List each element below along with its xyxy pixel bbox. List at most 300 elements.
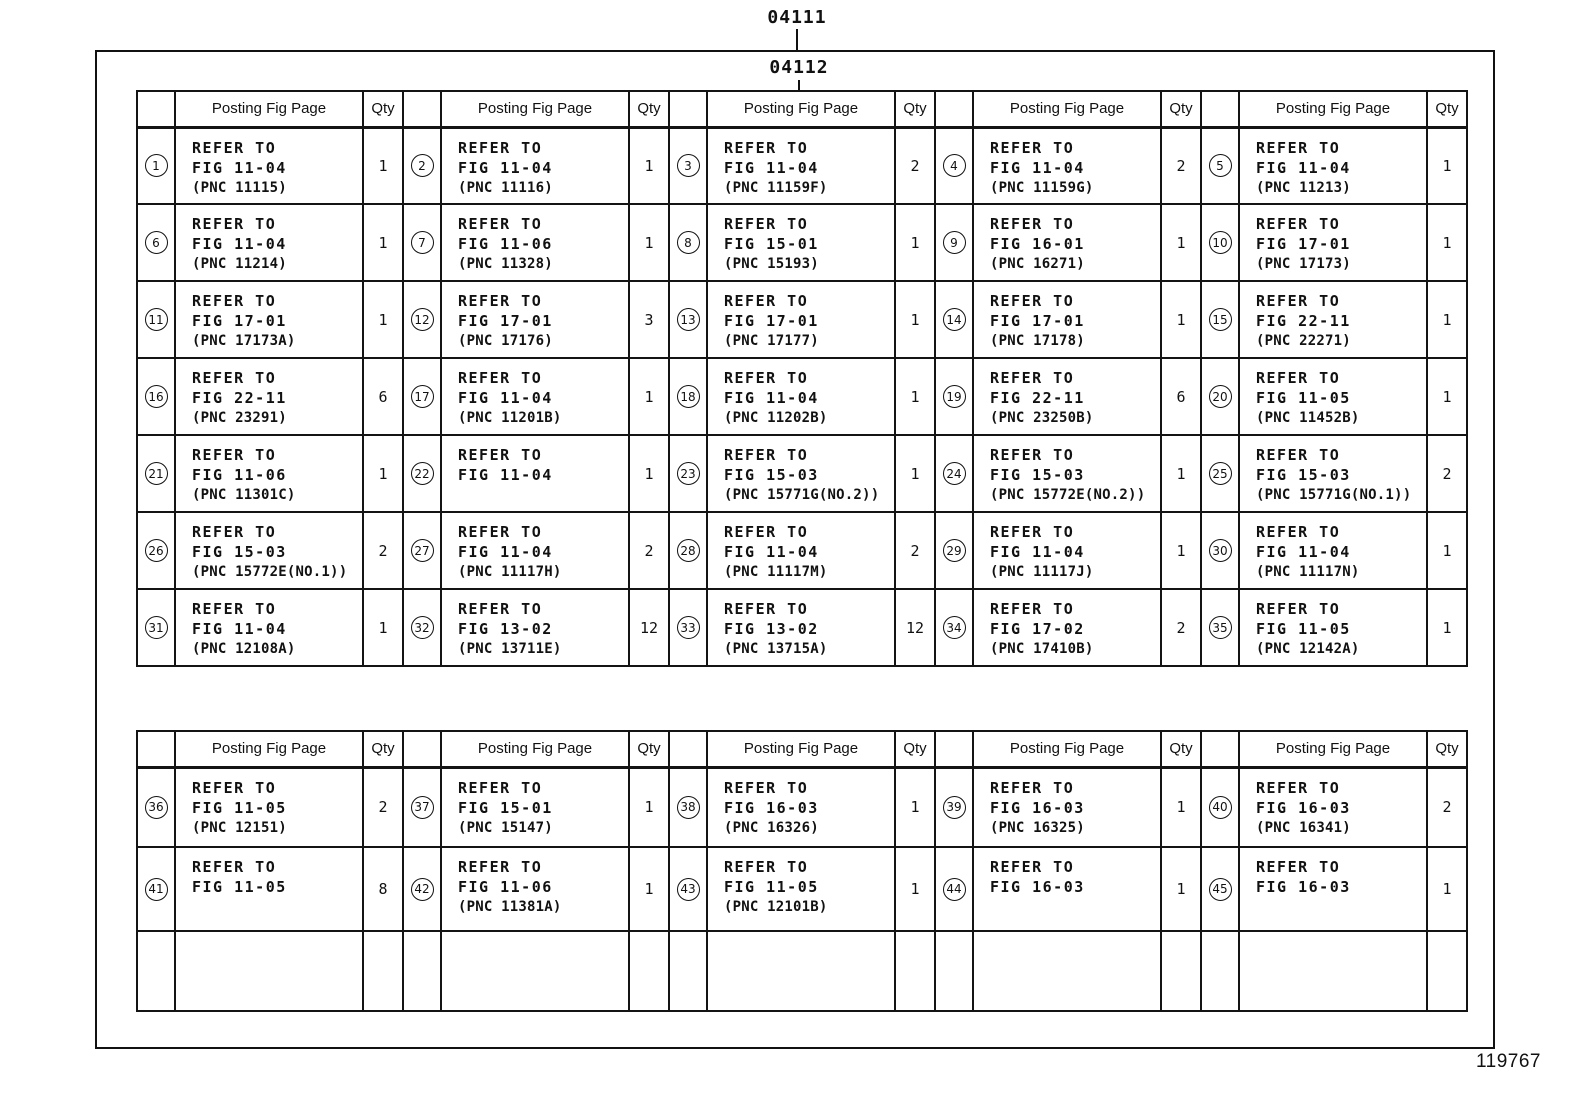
posting-fig-page-header: Posting Fig Page <box>973 91 1161 127</box>
item-number-badge: 37 <box>411 796 434 819</box>
qty-cell: 1 <box>629 847 669 931</box>
blank-header-cell <box>669 731 707 767</box>
qty-cell: 1 <box>629 358 669 435</box>
item-number-badge: 26 <box>145 539 168 562</box>
item-number-cell <box>403 358 441 435</box>
fig-reference-cell <box>707 767 895 847</box>
fig-line: FIG 17-01 <box>1256 235 1351 253</box>
item-number-badge: 11 <box>145 308 168 331</box>
fig-reference-cell <box>441 127 629 204</box>
pnc-line: (PNC 11452B) <box>1256 410 1360 426</box>
refer-to-line: REFER TO <box>1256 858 1341 876</box>
fig-reference-cell <box>441 204 629 281</box>
item-number-badge: 1 <box>145 154 168 177</box>
item-number-badge: 28 <box>677 539 700 562</box>
item-number-badge: 34 <box>943 616 966 639</box>
refer-to-line: REFER TO <box>1256 523 1341 541</box>
pnc-line: (PNC 16271) <box>990 256 1085 272</box>
item-number-cell <box>1201 127 1239 204</box>
fig-line: FIG 13-02 <box>724 620 819 638</box>
table-row <box>137 847 1467 931</box>
item-number-badge: 27 <box>411 539 434 562</box>
refer-to-line: REFER TO <box>458 446 543 464</box>
item-number-cell <box>1201 931 1239 1011</box>
refer-to-line: REFER TO <box>990 778 1075 797</box>
refer-to-line: REFER TO <box>1256 292 1341 310</box>
item-number-cell <box>669 204 707 281</box>
pnc-line: (PNC 17173A) <box>192 333 296 349</box>
fig-line: FIG 16-03 <box>990 878 1085 896</box>
fig-line: FIG 17-02 <box>990 620 1085 638</box>
qty-cell: 2 <box>1161 127 1201 204</box>
qty-cell: 6 <box>363 358 403 435</box>
fig-reference-cell <box>441 589 629 666</box>
item-number-badge: 7 <box>411 231 434 254</box>
blank-header-cell <box>1201 91 1239 127</box>
item-number-badge: 5 <box>1209 154 1232 177</box>
refer-to-line: REFER TO <box>724 369 809 387</box>
pnc-line: (PNC 11116) <box>458 179 553 196</box>
sheet-number: 119767 <box>1476 1051 1541 1072</box>
table-row <box>137 589 1467 666</box>
fig-reference-cell <box>175 127 363 204</box>
qty-header: Qty <box>895 91 935 127</box>
qty-header: Qty <box>1161 731 1201 767</box>
item-number-badge: 44 <box>943 878 966 901</box>
item-number-badge: 22 <box>411 462 434 485</box>
refer-to-line: REFER TO <box>990 138 1075 157</box>
fig-line: FIG 16-03 <box>1256 878 1351 896</box>
qty-cell: 3 <box>629 281 669 358</box>
item-number-badge: 41 <box>145 878 168 901</box>
pnc-line: (PNC 17178) <box>990 333 1085 349</box>
pnc-line: (PNC 11214) <box>192 256 287 272</box>
qty-cell: 1 <box>1161 281 1201 358</box>
qty-cell: 12 <box>895 589 935 666</box>
blank-header-cell <box>403 91 441 127</box>
refer-to-line: REFER TO <box>1256 369 1341 387</box>
pnc-line: (PNC 13711E) <box>458 641 562 657</box>
fig-line: FIG 16-03 <box>990 798 1085 817</box>
qty-header: Qty <box>363 91 403 127</box>
qty-cell: 2 <box>1427 767 1467 847</box>
fig-line: FIG 17-01 <box>192 312 287 330</box>
table-row <box>137 281 1467 358</box>
plate-code-04111: 04111 <box>767 7 827 28</box>
refer-to-line: REFER TO <box>990 858 1075 876</box>
qty-cell: 1 <box>1427 204 1467 281</box>
pnc-line: (PNC 15147) <box>458 819 553 836</box>
item-number-badge: 8 <box>677 231 700 254</box>
table-row <box>137 931 1467 1011</box>
blank-header-cell <box>137 91 175 127</box>
refer-to-line: REFER TO <box>192 446 277 464</box>
fig-reference-cell <box>973 358 1161 435</box>
item-number-cell <box>935 127 973 204</box>
posting-fig-page-header: Posting Fig Page <box>441 731 629 767</box>
item-number-cell <box>1201 767 1239 847</box>
item-number-cell <box>669 931 707 1011</box>
refer-to-line: REFER TO <box>1256 778 1341 797</box>
qty-cell <box>1161 931 1201 1011</box>
item-number-cell <box>403 127 441 204</box>
fig-line: FIG 11-04 <box>458 158 553 177</box>
item-number-badge: 4 <box>943 154 966 177</box>
item-number-badge: 36 <box>145 796 168 819</box>
item-number-badge: 45 <box>1209 878 1232 901</box>
qty-cell: 1 <box>1427 281 1467 358</box>
qty-header: Qty <box>629 731 669 767</box>
refer-to-line: REFER TO <box>724 138 809 157</box>
item-number-badge: 20 <box>1209 385 1232 408</box>
item-number-cell <box>669 847 707 931</box>
fig-reference-cell <box>175 358 363 435</box>
fig-reference-cell <box>973 589 1161 666</box>
fig-line: FIG 11-05 <box>1256 620 1351 638</box>
qty-cell: 1 <box>895 847 935 931</box>
qty-cell: 1 <box>1161 435 1201 512</box>
qty-cell: 1 <box>629 767 669 847</box>
refer-to-line: REFER TO <box>990 600 1075 618</box>
item-number-badge: 14 <box>943 308 966 331</box>
refer-to-line: REFER TO <box>990 292 1075 310</box>
item-number-badge: 18 <box>677 385 700 408</box>
pnc-line: (PNC 11202B) <box>724 410 828 426</box>
item-number-cell <box>669 767 707 847</box>
fig-reference-cell <box>707 847 895 931</box>
posting-fig-page-header: Posting Fig Page <box>707 91 895 127</box>
qty-header: Qty <box>1427 731 1467 767</box>
qty-header: Qty <box>629 91 669 127</box>
fig-reference-cell <box>973 204 1161 281</box>
fig-reference-cell <box>1239 281 1427 358</box>
header-row <box>137 731 1467 767</box>
item-number-cell <box>137 204 175 281</box>
fig-reference-cell <box>1239 204 1427 281</box>
fig-reference-cell <box>707 127 895 204</box>
pnc-line: (PNC 17410B) <box>990 641 1094 657</box>
qty-cell: 2 <box>363 512 403 589</box>
pnc-line: (PNC 11328) <box>458 256 553 272</box>
qty-cell <box>363 931 403 1011</box>
item-number-cell <box>1201 512 1239 589</box>
refer-to-line: REFER TO <box>724 858 809 876</box>
pnc-line: (PNC 11117H) <box>458 564 562 580</box>
item-number-cell <box>137 512 175 589</box>
pnc-line: (PNC 13715A) <box>724 641 828 657</box>
posting-fig-page-header: Posting Fig Page <box>1239 91 1427 127</box>
pnc-line: (PNC 15771G(NO.2)) <box>724 487 880 503</box>
refer-to-line: REFER TO <box>192 369 277 387</box>
refer-to-line: REFER TO <box>192 138 277 157</box>
qty-cell: 1 <box>363 127 403 204</box>
pnc-line: (PNC 12108A) <box>192 641 296 657</box>
refer-to-line: REFER TO <box>192 215 277 233</box>
item-number-cell <box>137 358 175 435</box>
pnc-line: (PNC 11117N) <box>1256 564 1360 580</box>
item-number-badge: 12 <box>411 308 434 331</box>
qty-cell: 1 <box>363 204 403 281</box>
refer-to-line: REFER TO <box>458 858 543 876</box>
fig-line: FIG 11-06 <box>458 235 553 253</box>
posting-fig-table-lower <box>136 730 1468 1012</box>
fig-reference-cell <box>1239 589 1427 666</box>
qty-header: Qty <box>1161 91 1201 127</box>
fig-reference-cell <box>441 931 629 1011</box>
fig-reference-cell <box>1239 512 1427 589</box>
refer-to-line: REFER TO <box>724 215 809 233</box>
pnc-line: (PNC 16325) <box>990 819 1085 836</box>
refer-to-line: REFER TO <box>458 523 543 541</box>
pnc-line: (PNC 22271) <box>1256 333 1351 349</box>
qty-cell: 1 <box>363 281 403 358</box>
fig-reference-cell <box>175 204 363 281</box>
refer-to-line: REFER TO <box>990 446 1075 464</box>
fig-reference-cell <box>175 589 363 666</box>
table-row <box>137 204 1467 281</box>
qty-cell: 12 <box>629 589 669 666</box>
pnc-line: (PNC 17173) <box>1256 256 1351 272</box>
catalog-frame <box>95 50 1495 1049</box>
item-number-cell <box>403 281 441 358</box>
item-number-badge: 2 <box>411 154 434 177</box>
pnc-line: (PNC 12142A) <box>1256 641 1360 657</box>
refer-to-line: REFER TO <box>990 215 1075 233</box>
fig-line: FIG 11-04 <box>724 543 819 561</box>
item-number-cell <box>1201 847 1239 931</box>
fig-reference-cell <box>441 847 629 931</box>
item-number-badge: 15 <box>1209 308 1232 331</box>
posting-fig-page-header: Posting Fig Page <box>175 91 363 127</box>
item-number-cell <box>669 127 707 204</box>
posting-fig-page-header: Posting Fig Page <box>175 731 363 767</box>
fig-line: FIG 11-05 <box>1256 389 1351 407</box>
item-number-cell <box>403 589 441 666</box>
fig-reference-cell <box>707 204 895 281</box>
qty-cell <box>1427 931 1467 1011</box>
item-number-cell <box>1201 281 1239 358</box>
item-number-cell <box>935 435 973 512</box>
item-number-cell <box>137 847 175 931</box>
fig-reference-cell <box>973 767 1161 847</box>
pnc-line: (PNC 11381A) <box>458 899 562 915</box>
item-number-cell <box>1201 589 1239 666</box>
fig-line: FIG 11-04 <box>192 620 287 638</box>
item-number-badge: 13 <box>677 308 700 331</box>
plate-code-04112: 04112 <box>769 57 829 78</box>
pnc-line: (PNC 16341) <box>1256 819 1351 836</box>
item-number-cell <box>403 435 441 512</box>
fig-line: FIG 11-04 <box>724 158 819 177</box>
refer-to-line: REFER TO <box>192 292 277 310</box>
qty-cell: 1 <box>1427 512 1467 589</box>
item-number-badge: 38 <box>677 796 700 819</box>
item-number-cell <box>935 767 973 847</box>
posting-fig-page-header: Posting Fig Page <box>441 91 629 127</box>
item-number-cell <box>935 358 973 435</box>
qty-cell: 1 <box>1427 847 1467 931</box>
item-number-badge: 32 <box>411 616 434 639</box>
pnc-line: (PNC 15772E(NO.1)) <box>192 564 348 580</box>
table-row <box>137 767 1467 847</box>
fig-reference-cell <box>175 281 363 358</box>
item-number-badge: 40 <box>1209 796 1232 819</box>
posting-fig-page-header: Posting Fig Page <box>1239 731 1427 767</box>
fig-reference-cell <box>175 512 363 589</box>
fig-line: FIG 17-01 <box>458 312 553 330</box>
refer-to-line: REFER TO <box>458 138 543 157</box>
fig-line: FIG 15-03 <box>990 466 1085 484</box>
qty-cell: 1 <box>1161 767 1201 847</box>
refer-to-line: REFER TO <box>192 858 277 876</box>
pnc-line: (PNC 15772E(NO.2)) <box>990 487 1146 503</box>
refer-to-line: REFER TO <box>990 369 1075 387</box>
qty-cell: 1 <box>629 435 669 512</box>
item-number-badge: 3 <box>677 154 700 177</box>
fig-line: FIG 11-04 <box>990 158 1085 177</box>
item-number-cell <box>137 589 175 666</box>
fig-reference-cell <box>707 435 895 512</box>
pnc-line: (PNC 23250B) <box>990 410 1094 426</box>
item-number-cell <box>935 847 973 931</box>
qty-cell: 1 <box>1161 204 1201 281</box>
fig-line: FIG 11-04 <box>1256 158 1351 177</box>
item-number-cell <box>669 435 707 512</box>
fig-line: FIG 17-01 <box>990 312 1085 330</box>
fig-reference-cell <box>175 435 363 512</box>
item-number-badge: 16 <box>145 385 168 408</box>
refer-to-line: REFER TO <box>458 600 543 618</box>
item-number-cell <box>403 931 441 1011</box>
item-number-cell <box>403 847 441 931</box>
qty-cell: 2 <box>895 127 935 204</box>
item-number-cell <box>1201 358 1239 435</box>
refer-to-line: REFER TO <box>458 215 543 233</box>
blank-header-cell <box>1201 731 1239 767</box>
item-number-badge: 6 <box>145 231 168 254</box>
fig-line: FIG 22-11 <box>990 389 1085 407</box>
table-row <box>137 358 1467 435</box>
fig-line: FIG 11-04 <box>192 158 287 177</box>
refer-to-line: REFER TO <box>192 523 277 541</box>
item-number-cell <box>935 512 973 589</box>
fig-line: FIG 17-01 <box>724 312 819 330</box>
qty-cell: 1 <box>895 358 935 435</box>
fig-line: FIG 11-04 <box>724 389 819 407</box>
blank-header-cell <box>403 731 441 767</box>
fig-reference-cell <box>1239 435 1427 512</box>
pnc-line: (PNC 15771G(NO.1)) <box>1256 487 1412 503</box>
refer-to-line: REFER TO <box>1256 215 1341 233</box>
leader-line-inner <box>798 80 800 90</box>
fig-line: FIG 16-03 <box>724 798 819 817</box>
pnc-line: (PNC 11159F) <box>724 179 828 196</box>
fig-reference-cell <box>1239 767 1427 847</box>
refer-to-line: REFER TO <box>1256 138 1341 157</box>
pnc-line: (PNC 11159G) <box>990 179 1094 196</box>
pnc-line: (PNC 12101B) <box>724 899 828 915</box>
qty-cell: 2 <box>1427 435 1467 512</box>
table-row <box>137 127 1467 204</box>
pnc-line: (PNC 11117J) <box>990 564 1094 580</box>
fig-reference-cell <box>1239 847 1427 931</box>
table-row <box>137 512 1467 589</box>
item-number-badge: 35 <box>1209 616 1232 639</box>
fig-reference-cell <box>707 358 895 435</box>
item-number-badge: 19 <box>943 385 966 408</box>
refer-to-line: REFER TO <box>724 523 809 541</box>
pnc-line: (PNC 12151) <box>192 819 287 836</box>
qty-cell: 1 <box>363 435 403 512</box>
item-number-cell <box>935 281 973 358</box>
item-number-badge: 31 <box>145 616 168 639</box>
qty-cell: 2 <box>363 767 403 847</box>
item-number-badge: 42 <box>411 878 434 901</box>
item-number-badge: 21 <box>145 462 168 485</box>
item-number-cell <box>137 281 175 358</box>
blank-header-cell <box>935 91 973 127</box>
pnc-line: (PNC 15193) <box>724 256 819 272</box>
fig-reference-cell <box>707 281 895 358</box>
fig-line: FIG 11-04 <box>1256 543 1351 561</box>
table-row <box>137 435 1467 512</box>
qty-cell <box>629 931 669 1011</box>
refer-to-line: REFER TO <box>1256 446 1341 464</box>
qty-cell: 1 <box>1427 358 1467 435</box>
fig-reference-cell <box>175 931 363 1011</box>
item-number-cell <box>1201 435 1239 512</box>
fig-line: FIG 22-11 <box>192 389 287 407</box>
fig-line: FIG 15-03 <box>1256 466 1351 484</box>
item-number-badge: 25 <box>1209 462 1232 485</box>
qty-cell: 1 <box>363 589 403 666</box>
refer-to-line: REFER TO <box>458 778 543 797</box>
fig-reference-cell <box>707 589 895 666</box>
fig-reference-cell <box>973 512 1161 589</box>
fig-reference-cell <box>441 435 629 512</box>
refer-to-line: REFER TO <box>724 778 809 797</box>
qty-cell: 1 <box>1427 127 1467 204</box>
qty-cell: 2 <box>629 512 669 589</box>
qty-cell: 2 <box>1161 589 1201 666</box>
fig-reference-cell <box>973 847 1161 931</box>
item-number-badge: 39 <box>943 796 966 819</box>
refer-to-line: REFER TO <box>724 600 809 618</box>
posting-fig-page-header: Posting Fig Page <box>973 731 1161 767</box>
item-number-cell <box>935 204 973 281</box>
item-number-badge: 10 <box>1209 231 1232 254</box>
fig-reference-cell <box>441 512 629 589</box>
item-number-cell <box>1201 204 1239 281</box>
fig-reference-cell <box>175 767 363 847</box>
item-number-cell <box>669 358 707 435</box>
item-number-badge: 23 <box>677 462 700 485</box>
pnc-line: (PNC 17177) <box>724 333 819 349</box>
item-number-cell <box>137 435 175 512</box>
refer-to-line: REFER TO <box>192 778 277 797</box>
pnc-line: (PNC 11201B) <box>458 410 562 426</box>
fig-reference-cell <box>973 931 1161 1011</box>
blank-header-cell <box>137 731 175 767</box>
fig-reference-cell <box>973 127 1161 204</box>
fig-reference-cell <box>441 281 629 358</box>
item-number-badge: 17 <box>411 385 434 408</box>
qty-cell: 6 <box>1161 358 1201 435</box>
fig-line: FIG 15-01 <box>458 798 553 817</box>
pnc-line: (PNC 16326) <box>724 819 819 836</box>
refer-to-line: REFER TO <box>724 446 809 464</box>
item-number-cell <box>403 767 441 847</box>
